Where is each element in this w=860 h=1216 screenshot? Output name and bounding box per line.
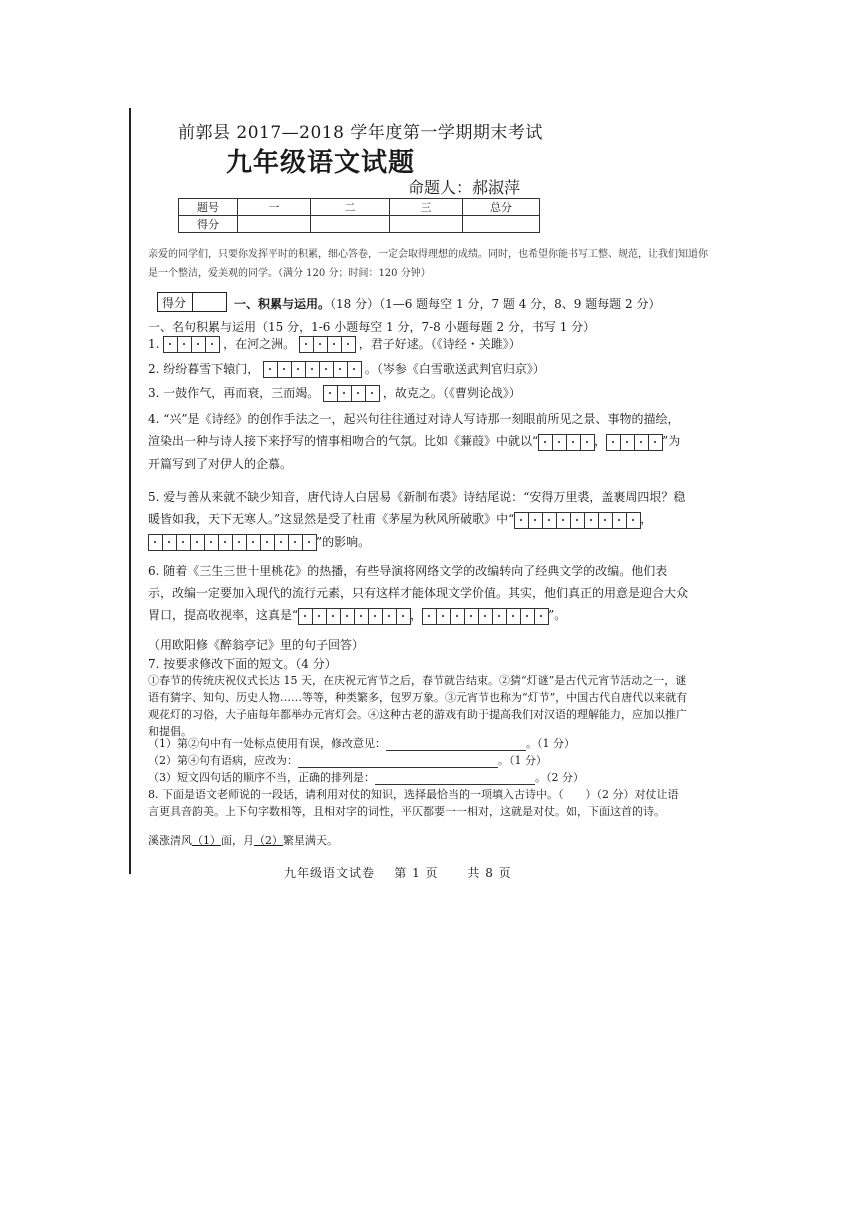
exam-intro: 亲爱的同学们，只要你发挥平时的积累，细心答卷，一定会取得理想的成绩。同时，也希望你能书写工整、规范，让我们知道你是一个整洁，爱美观的同学。（满分 120 分；时间：120 分钟）: [148, 249, 708, 279]
score-cell: 二: [311, 199, 390, 216]
answer-boxes[interactable]: [514, 509, 640, 531]
question-2-text: 2. 纷纷暮雪下辕门，: [148, 362, 260, 376]
answer-boxes[interactable]: [299, 336, 355, 353]
answer-boxes[interactable]: [263, 361, 361, 378]
question-7-part-2: [148, 752, 547, 768]
poem-blank-2[interactable]: （2）: [254, 834, 283, 847]
section-heading: [234, 295, 661, 312]
section-score-label: 得分: [162, 296, 187, 310]
question-7-passage: ①春节的传统庆祝仪式长达 15 天，在庆祝元宵节之后，春节就告结束。②猜“灯谜”是古代元宵节活动之一，谜语有猜字、知句、历史人物……等等，种类繁多，包罗万象。③元宵节也称为“灯节”，中国古代自唐代以来就有观花灯的习俗，大子庙每年都举办元宵灯会。④这种古老的游戏有助于提高我们对汉语的理解能力，应加以推广和提倡。: [148, 674, 688, 738]
question-2: [148, 360, 545, 378]
question-3-text: 3. 一鼓作气，再而衰，三而竭。: [148, 386, 320, 400]
question-1: [148, 335, 521, 353]
question-6-end: ”。: [548, 608, 567, 622]
answer-boxes[interactable]: [148, 531, 316, 553]
question-7-1-text: （1）第②句中有一处标点使用有误，修改意见：: [148, 737, 386, 750]
score-cell: [463, 216, 540, 233]
score-cell: [311, 216, 390, 233]
section-note: （18 分）（1—6 题每空 1 分，7 题 4 分，8、9 题每题 2 分）: [330, 297, 661, 311]
answer-boxes[interactable]: [298, 605, 410, 627]
score-cell: 总分: [463, 199, 540, 216]
section-score-box: [157, 292, 227, 312]
question-2-source: 。（岑参《白雪歌送武判官归京》）: [364, 362, 545, 376]
answer-boxes[interactable]: [422, 605, 548, 627]
answer-boxes[interactable]: [163, 336, 219, 353]
section-title: 一、积累与运用。: [234, 297, 331, 311]
answer-boxes[interactable]: [606, 431, 662, 453]
exam-author: 命题人：郝淑萍: [408, 178, 521, 197]
score-table: [178, 198, 540, 233]
question-6-note: （用欧阳修《醉翁亭记》里的句子回答）: [148, 638, 365, 652]
page-footer: 九年级语文试卷 第 1 页 共 8 页: [284, 866, 512, 880]
question-8: 8. 下面是语文老师说的一段话，请利用对仗的知识，选择最恰当的一项填入古诗中。（ ）（2 分）对仗让语言更具音韵美。上下句字数相等，且相对字的词性，平仄都要一一相对，这就是对仗。如，下面这首的诗。: [148, 788, 679, 818]
question-7-3-text: （3）短文四句话的顺序不当，正确的排列是：: [148, 771, 375, 784]
question-7-1-score: 。（1 分）: [526, 737, 575, 750]
question-4: 4. “兴”是《诗经》的创作手法之一，起兴句往往通过对诗人写诗那一刻眼前所见之景、事物的描绘，渲染出一种与诗人接下来抒写的情事相吻合的气氛。比如《蒹葭》中就以“ ， ”为开篇写到了对伊人的企慕。: [148, 412, 681, 471]
divider: [192, 293, 193, 311]
question-7-3-score: 。（2 分）: [535, 771, 584, 784]
question-5-text: 5. 爱与善从来就不缺少知音，唐代诗人白居易《新制布裘》诗结尾说：“安得万里裘，盖裹周四垠？稳暖皆如我，天下无寒人。”这显然是受了杜甫《茅屋为秋风所破歌》中“: [148, 490, 686, 526]
answer-boxes[interactable]: [538, 431, 594, 453]
question-7-2-score: 。（1 分）: [498, 754, 547, 767]
score-cell: 得分: [179, 216, 238, 233]
question-6: 6. 随着《三生三世十里桃花》的热播，有些导演将网络文学的改编转向了经典文学的改编。他们表示，改编一定要加入现代的流行元素，只有这样才能体现文学价值。其实，他们真正的用意是迎合大众胃口，提高收视率，这真是“ ， ”。: [148, 560, 688, 627]
exam-title-main: 九年级语文试题: [226, 148, 416, 178]
score-cell: [238, 216, 311, 233]
question-7-part-3: [148, 769, 584, 785]
score-cell: 题号: [179, 199, 238, 216]
score-cell: 一: [238, 199, 311, 216]
question-7-2-text: （2）第④句有语病，应改为：: [148, 754, 298, 767]
question-1-number: 1.: [148, 337, 160, 351]
score-table-header-row: [179, 199, 540, 216]
question-5-end: ”的影响。: [316, 534, 371, 549]
score-cell: [390, 216, 463, 233]
section-subheading: 一、名句积累与运用（15 分，1-6 小题每空 1 分，7-8 小题每题 2 分，书写 1 分）: [148, 320, 596, 334]
poem-part: 面，月: [221, 834, 254, 847]
poem-blank-1[interactable]: （1）: [192, 834, 221, 847]
exam-title-line1: 前郭县 2017—2018 学年度第一学期期末考试: [178, 123, 543, 143]
question-3: [148, 384, 521, 402]
answer-blank[interactable]: [386, 750, 526, 751]
question-8-poem: [148, 832, 338, 848]
question-6-text: 6. 随着《三生三世十里桃花》的热播，有些导演将网络文学的改编转向了经典文学的改编。他们表示，改编一定要加入现代的流行元素，只有这样才能体现文学价值。其实，他们真正的用意是迎合大众胃口，提高收视率，这真是“: [148, 564, 689, 622]
binding-margin-line: [129, 108, 131, 874]
question-1-text: ，在河之洲。: [223, 337, 296, 351]
answer-blank[interactable]: [298, 767, 498, 768]
score-cell: 三: [390, 199, 463, 216]
poem-part: 繁星满天。: [283, 834, 338, 847]
poem-part: 溪涨清风: [148, 834, 192, 847]
question-4-text: 4. “兴”是《诗经》的创作手法之一，起兴句往往通过对诗人写诗那一刻眼前所见之景、事物的描绘，渲染出一种与诗人接下来抒写的情事相吻合的气氛。比如《蒹葭》中就以“: [148, 412, 680, 448]
question-3-source: ，故克之。（《曹刿论战》）: [382, 386, 521, 400]
question-4-end: ”为开篇写到了对伊人的企慕。: [148, 434, 681, 471]
score-table-score-row: [179, 216, 540, 233]
answer-blank[interactable]: [375, 784, 535, 785]
question-7-part-1: [148, 735, 575, 751]
question-7-title: 7. 按要求修改下面的短文。（4 分）: [148, 657, 337, 671]
answer-boxes[interactable]: [323, 385, 379, 402]
question-1-source: ，君子好逑。（《诗经・关雎》）: [358, 337, 521, 351]
question-5: 5. 爱与善从来就不缺少知音，唐代诗人白居易《新制布裘》诗结尾说：“安得万里裘，盖裹周四垠？稳暖皆如我，天下无寒人。”这显然是受了杜甫《茅屋为秋风所破歌》中“ ，”的影响。: [148, 486, 688, 553]
